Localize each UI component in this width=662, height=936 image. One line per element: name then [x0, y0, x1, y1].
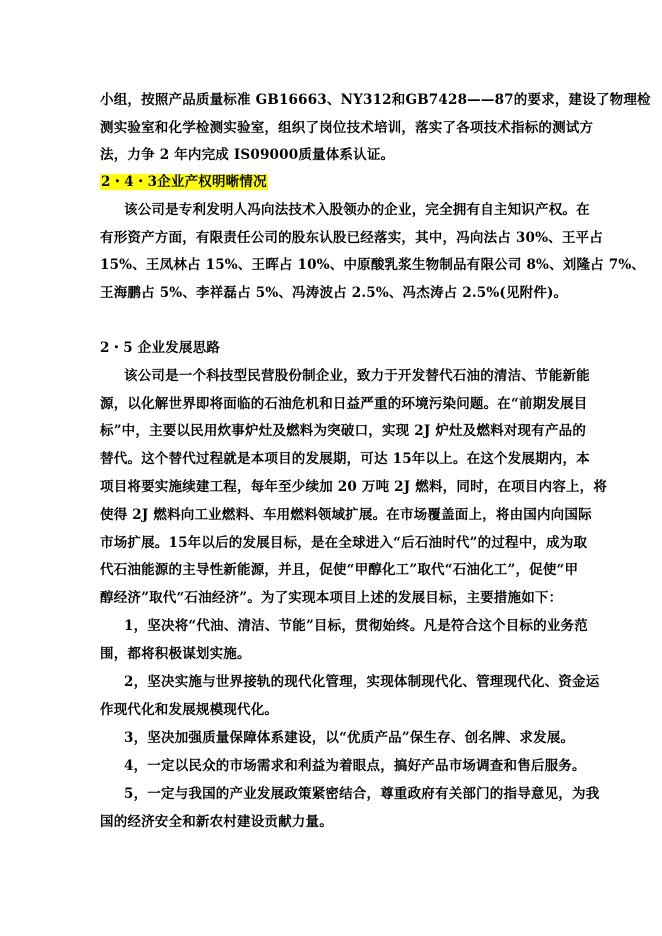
measure-item-3: 3，坚决加强质量保障体系建设，以“优质产品”保生存、创名牌、求发展。	[124, 730, 575, 746]
measure-item-2: 2，坚决实施与世界接轨的现代化管理，实现体制现代化、管理现代化、资金运	[124, 674, 600, 690]
paragraph-line: 项目将要实施续建工程，每年至少续加 20 万吨 2J 燃料，同时，在项目内容上，将	[100, 479, 608, 495]
paragraph-line: 测实验室和化学检测实验室，组织了岗位技术培训，落实了各项技术指标的测试方	[100, 120, 594, 136]
paragraph-line: 市场扩展。15年以后的发展目标，是在全球进入“后石油时代”的过程中，成为取	[100, 535, 588, 551]
paragraph-line: 醇经济”取代“石油经济”。为了实现本项目上述的发展目标，主要措施如下：	[100, 590, 563, 606]
measure-item-5: 5，一定与我国的产业发展政策紧密结合，尊重政府有关部门的指导意见，为我	[124, 786, 600, 802]
paragraph-line: 该公司是专利发明人冯向法技术入股领办的企业，完全拥有自主知识产权。在	[124, 202, 590, 218]
paragraph-line: 王海鹏占 5%、李祥磊占 5%、冯涛波占 2.5%、冯杰涛占 2.5%(见附件)。	[100, 285, 568, 301]
paragraph-line: 源，以化解世界即将面临的石油危机和日益严重的环境污染问题。在“前期发展目	[100, 396, 588, 412]
paragraph-line: 小组，按照产品质量标准 GB16663、NY312和GB7428——87的要求，建设了物理检	[100, 92, 651, 108]
section-heading-development: 2・5 企业发展思路	[100, 340, 220, 356]
paragraph-line: 法，力争 2 年内完成 IS09000质量体系认证。	[100, 147, 395, 163]
paragraph-line: 使得 2J 燃料向工业燃料、车用燃料领域扩展。在市场覆盖面上，将由国内向国际	[100, 507, 592, 523]
paragraph-line: 替代。这个替代过程就是本项目的发展期，可达 15年以上。在这个发展期内，本	[100, 451, 590, 467]
paragraph-line: 代石油能源的主导性新能源，并且，促使“甲醇化工”取代“石油化工”，促使“甲	[100, 562, 579, 578]
measure-item-1: 1，坚决将“代油、清洁、节能”目标，贯彻始终。凡是符合这个目标的业务范	[124, 618, 588, 634]
measure-item-5-cont: 国的经济安全和新农村建设贡献力量。	[100, 814, 333, 830]
paragraph-line: 该公司是一个科技型民营股份制企业，致力于开发替代石油的清洁、节能新能	[124, 368, 590, 384]
measure-item-4: 4，一定以民众的市场需求和利益为着眼点，搞好产品市场调查和售后服务。	[124, 758, 586, 774]
measure-item-2-cont: 作现代化和发展规模现代化。	[100, 702, 279, 718]
paragraph-line: 15%、王凤林占 15%、王晖占 10%、中原酸乳浆生物制品有限公司 8%、刘隆占 7%、	[100, 257, 646, 273]
measure-item-1-cont: 围，都将积极谋划实施。	[100, 646, 251, 662]
section-heading-ownership	[100, 172, 268, 192]
highlighted-heading-text: 2・4・3企业产权明晰情况	[101, 174, 267, 190]
paragraph-line: 标”中，主要以民用炊事炉灶及燃料为突破口，实现 2J 炉灶及燃料对现有产品的	[100, 423, 587, 439]
paragraph-line: 有形资产方面，有限责任公司的股东认股已经落实，其中，冯向法占 30%、王平占	[100, 230, 603, 246]
